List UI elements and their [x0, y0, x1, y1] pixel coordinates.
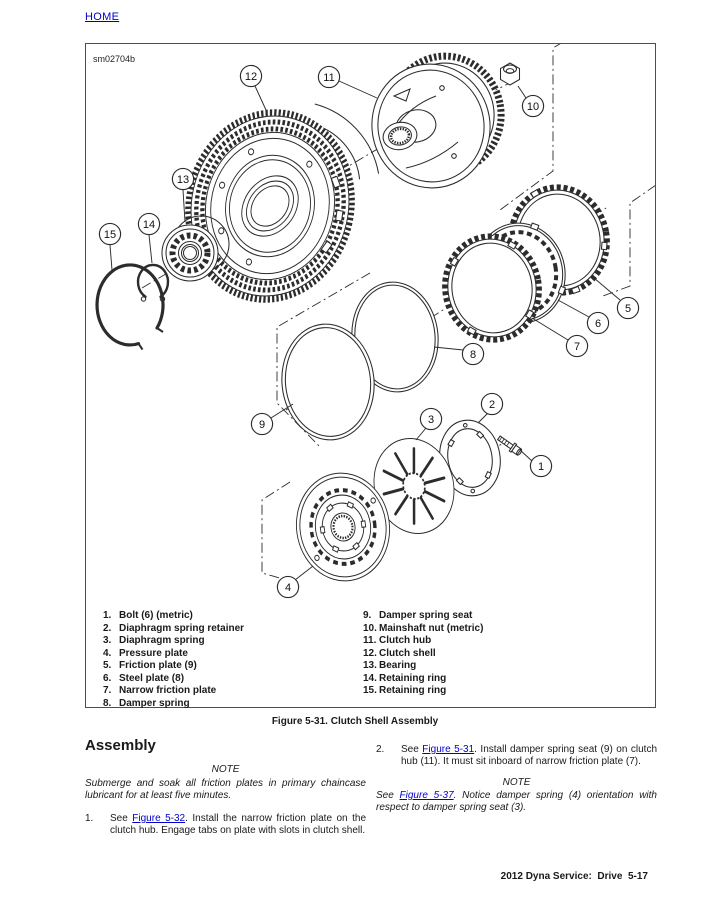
- part-item: 8. Damper spring: [103, 697, 190, 709]
- home-link[interactable]: HOME: [85, 11, 120, 23]
- svg-text:2: 2: [488, 399, 496, 411]
- note-text: Submerge and soak all friction plates in primary chaincase lubricant for at least five minutes.: [85, 778, 366, 801]
- svg-text:14: 14: [142, 219, 156, 231]
- callout-10: [522, 95, 543, 116]
- svg-text:11: 11: [323, 72, 335, 84]
- part-item: 15. Retaining ring: [363, 685, 447, 696]
- step-2: [376, 744, 657, 768]
- clutch-assembly-diagram: [86, 44, 655, 600]
- page-footer: 2012 Dyna Service: Drive 5-17: [500, 871, 648, 882]
- callout-8: [462, 343, 483, 364]
- callout-2: [481, 393, 502, 414]
- note-label: NOTE: [211, 764, 240, 775]
- part-clutch-hub: [362, 47, 510, 197]
- part-item: 7. Narrow friction plate: [103, 685, 217, 696]
- part-item: 4. Pressure plate: [103, 647, 188, 659]
- section-heading: Assembly: [85, 737, 156, 754]
- part-item: 5. Friction plate (9): [103, 660, 197, 671]
- svg-text:10: 10: [526, 101, 540, 113]
- part-item: 12. Clutch shell: [363, 647, 436, 659]
- parts-list-left: [103, 610, 244, 710]
- step-1: [85, 813, 366, 837]
- part-item: 9. Damper spring seat: [363, 610, 473, 621]
- svg-text:13: 13: [176, 174, 190, 186]
- svg-text:6: 6: [594, 318, 602, 330]
- note-label: NOTE: [502, 777, 531, 788]
- part-item: 3. Diaphragm spring: [103, 635, 205, 646]
- callout-5: [617, 297, 638, 318]
- callout-1: [530, 455, 551, 476]
- step-text: See Figure 5-32. Install the narrow friction plate on the clutch hub. Engage tabs on plate with slots in clutch shell.: [110, 813, 367, 836]
- figure-box: [85, 43, 656, 708]
- callout-9: [251, 413, 272, 434]
- part-clutch-shell: [168, 94, 379, 319]
- parts-list-right: [363, 610, 483, 698]
- callout-7: [566, 335, 587, 356]
- part-item: 10. Mainshaft nut (metric): [363, 622, 484, 634]
- svg-text:1: 1: [537, 461, 545, 473]
- figure-5-37-link[interactable]: Figure 5-37: [399, 790, 454, 801]
- figure-5-31-link[interactable]: Figure 5-31: [422, 744, 475, 755]
- drawing-id: sm02704b: [93, 54, 136, 64]
- figure-caption: Figure 5-31. Clutch Shell Assembly: [271, 716, 439, 727]
- part-item: 6. Steel plate (8): [103, 672, 185, 684]
- svg-text:12: 12: [244, 71, 258, 83]
- part-retaining-ring-large: [97, 265, 163, 350]
- part-item: 2. Diaphragm spring retainer: [103, 622, 245, 634]
- svg-text:3: 3: [427, 414, 435, 426]
- part-item: 14. Retaining ring: [363, 672, 447, 684]
- callout-11: [318, 66, 339, 87]
- figure-5-32-link[interactable]: Figure 5-32: [132, 813, 186, 824]
- part-item: 11. Clutch hub: [363, 635, 432, 646]
- callout-4: [277, 576, 298, 597]
- step-number: 2.: [376, 744, 385, 755]
- callout-13: [172, 168, 193, 189]
- callout-6: [587, 312, 608, 333]
- callout-12: [240, 65, 261, 86]
- part-mainshaft-nut: [501, 63, 520, 85]
- callout-15: [99, 223, 120, 244]
- callout-3: [420, 408, 441, 429]
- svg-text:9: 9: [258, 419, 266, 431]
- part-item: 1. Bolt (6) (metric): [103, 610, 193, 621]
- svg-text:15: 15: [103, 229, 117, 241]
- svg-text:8: 8: [469, 349, 477, 361]
- svg-text:4: 4: [284, 582, 292, 594]
- svg-text:7: 7: [573, 341, 581, 353]
- note-text: See Figure 5-37. Notice damper spring (4) orientation with respect to damper spring seat (3).: [376, 790, 657, 813]
- step-text: See Figure 5-31. Install damper spring seat (9) on clutch hub (11). It must sit inboard of narrow friction plate (7).: [401, 744, 658, 767]
- callout-14: [138, 213, 159, 234]
- step-number: 1.: [85, 813, 94, 824]
- part-item: 13. Bearing: [363, 660, 417, 671]
- svg-text:5: 5: [624, 303, 632, 315]
